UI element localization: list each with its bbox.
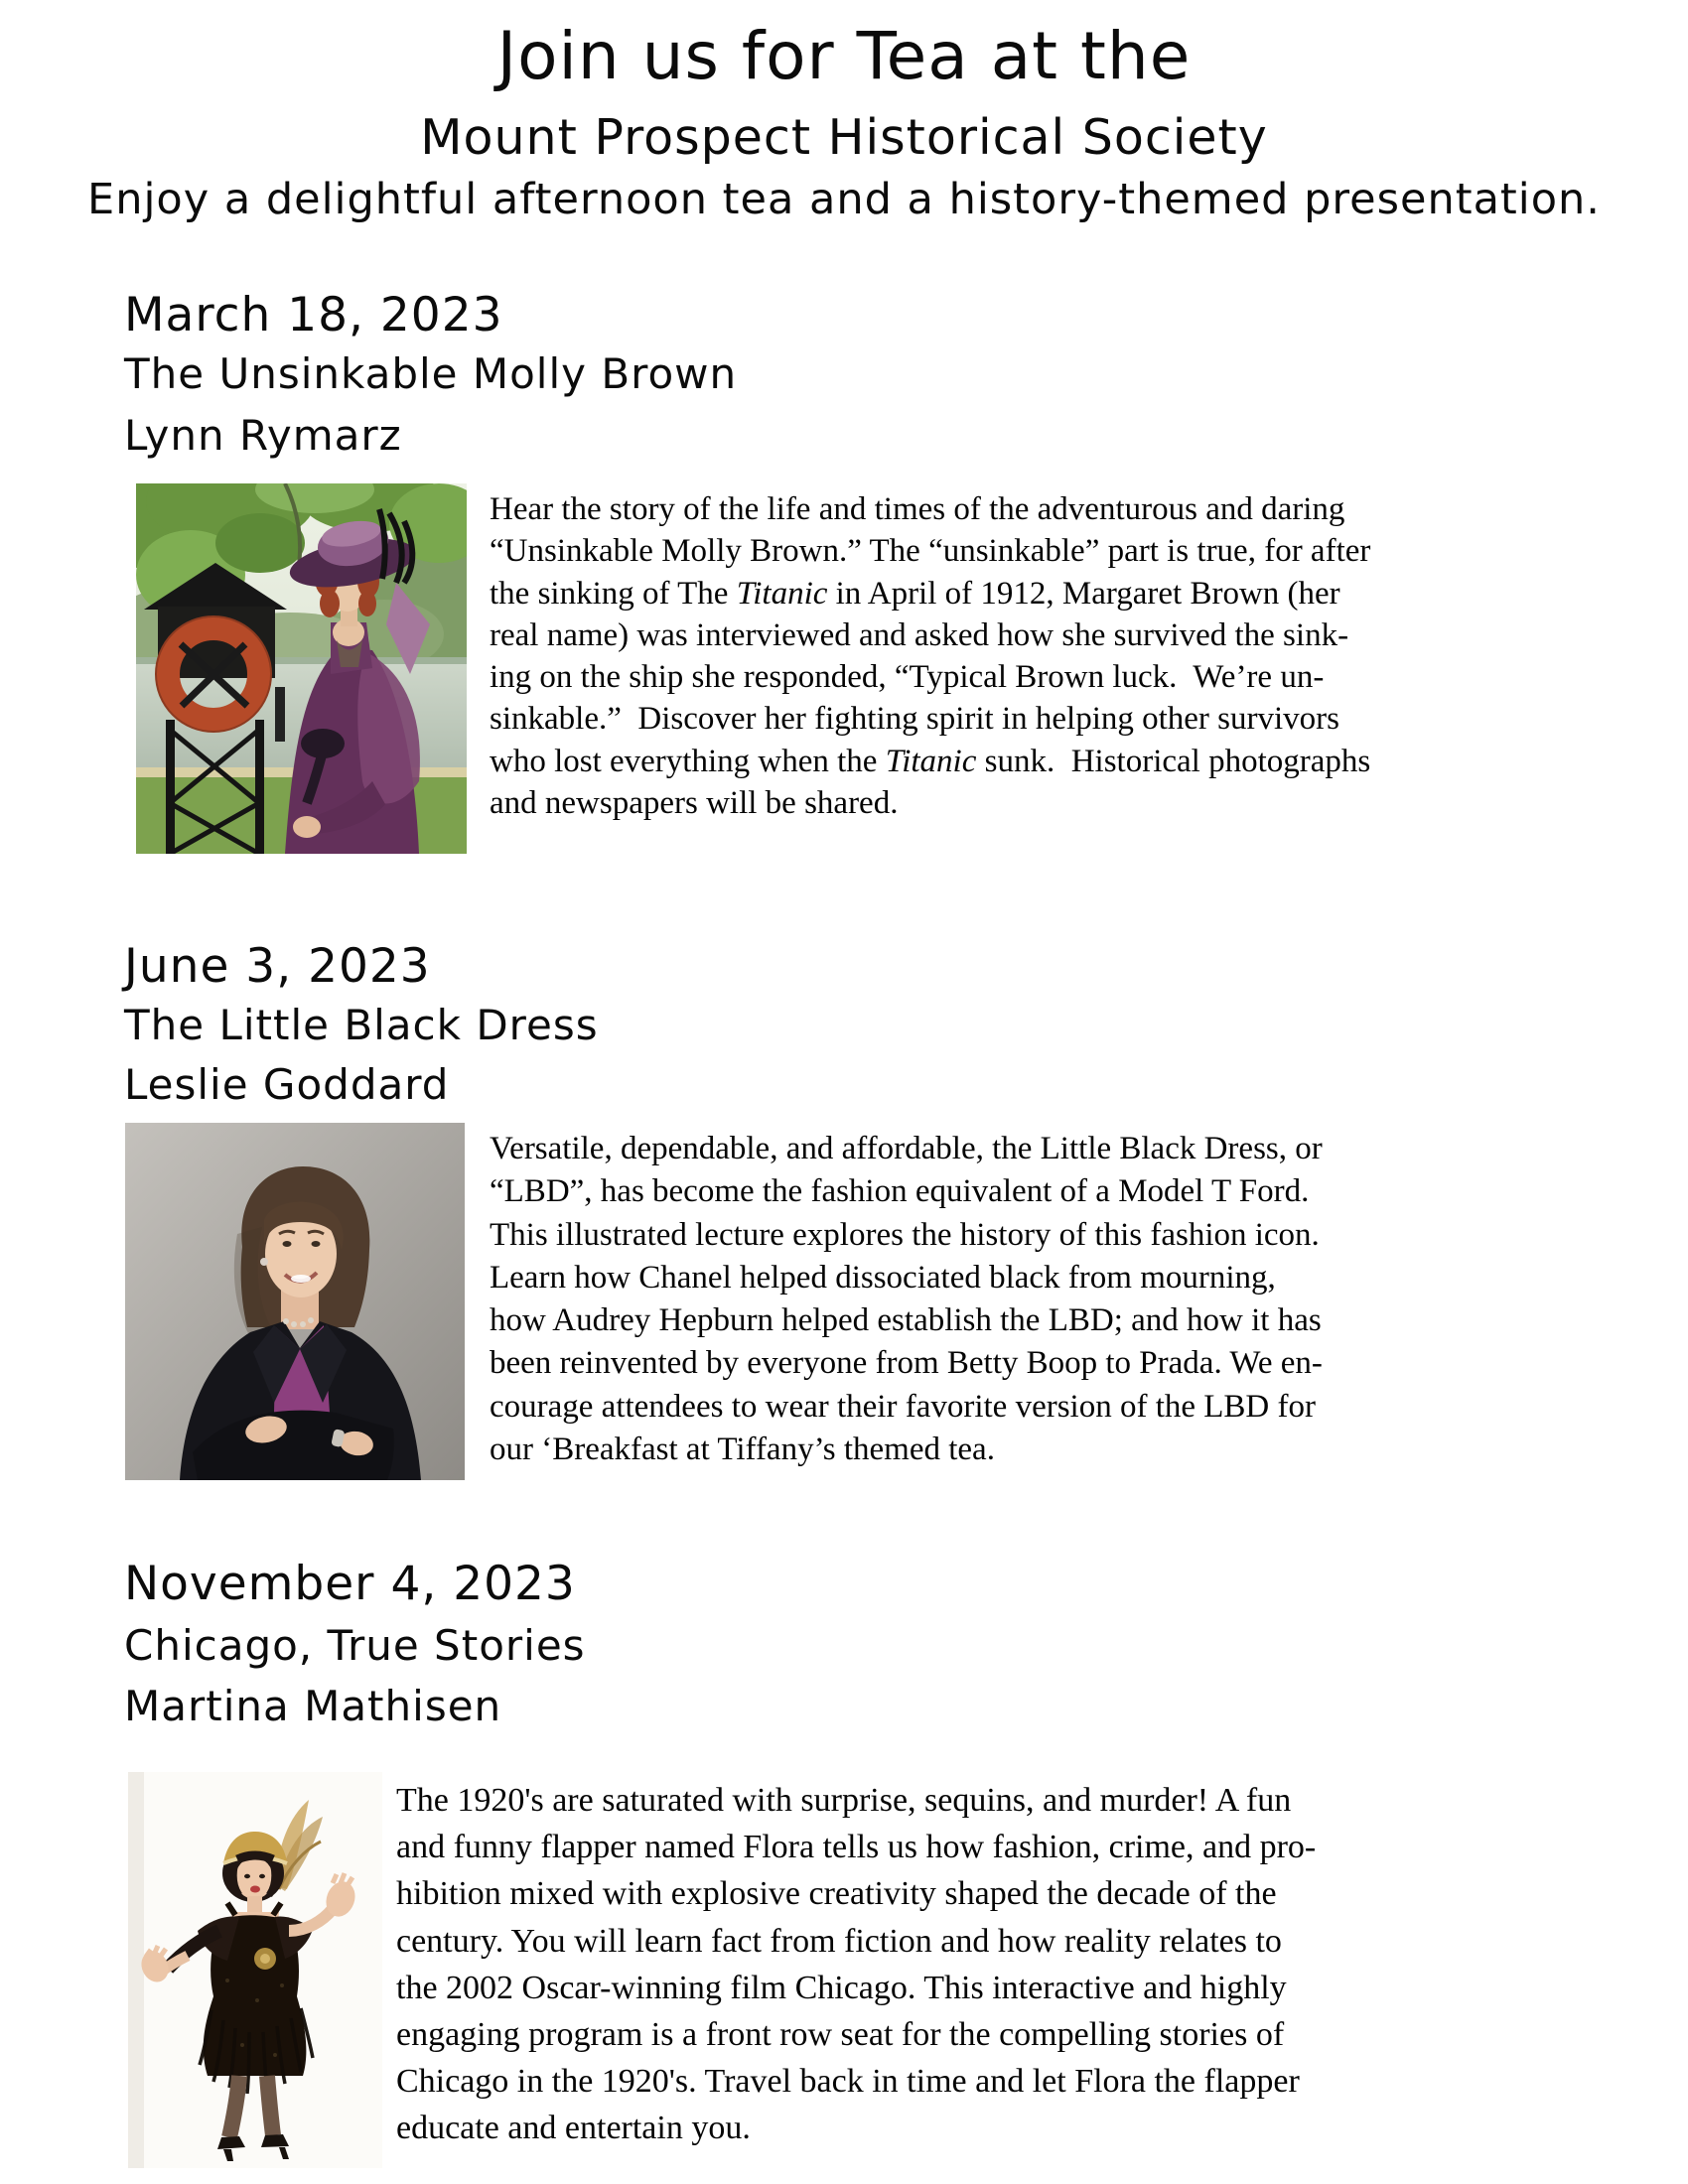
event-2-title: The Little Black Dress	[124, 1001, 599, 1049]
event-2-description: Versatile, dependable, and affordable, the Little Black Dress, or “LBD”, has become the fashion equivalent of a Model T Ford. This illustrated lecture explores the history of this fashion icon. Learn how Chanel helped dissociated black from mourning, how Audrey Hepburn helped establish the LBD; and how it has been reinvented by everyone from Betty Boop to Prada. We en- courage attendees to wear their favorite version of the LBD for our ‘Breakfast at Tiffany’s themed tea.	[490, 1131, 1323, 1468]
event-1-description: Hear the story of the life and times of the adventurous and daring “Unsinkable Molly Brown.” The “unsinkable” part is true, for after the sinking of The Titanic in April of 1912, Margaret Brown (her real name) was interviewed and asked how she survived the sink- ing on the ship she responded, “Typical Brown luck. We’re un- sinkable.” Discover her fighting spirit in helping other survivors who lost everything when the Titanic sunk. Historical photographs and newspapers will be shared.	[490, 491, 1371, 822]
event-1-title: The Unsinkable Molly Brown	[124, 349, 738, 398]
event-3-description: The 1920's are saturated with surprise, sequins, and murder! A fun and funny flapper named Flora tells us how fashion, crime, and pro- hibition mixed with explosive creativity shaped the decade of the century. You will learn fact from fiction and how reality relates to the 2002 Oscar-winning film Chicago. This interactive and highly engaging program is a front row seat for the compelling stories of Chicago in the 1920's. Travel back in time and let Flora the flapper educate and entertain you.	[396, 1782, 1317, 2147]
event-3-speaker-photo	[128, 1772, 382, 2168]
molly-brown-lake-photo	[136, 483, 467, 854]
event-1-speaker: Lynn Rymarz	[124, 411, 402, 460]
event-1-date: March 18, 2023	[124, 288, 503, 342]
event-2-date: June 3, 2023	[124, 939, 431, 994]
event-3-title: Chicago, True Stories	[124, 1621, 586, 1670]
leslie-goddard-portrait-photo	[125, 1123, 465, 1480]
flapper-flora-photo	[128, 1772, 382, 2168]
organization-name: Mount Prospect Historical Society	[420, 109, 1268, 166]
event-2-speaker-photo	[125, 1123, 465, 1480]
event-3-date: November 4, 2023	[124, 1557, 576, 1611]
event-1-speaker-photo	[136, 483, 467, 854]
flyer-subtitle: Enjoy a delightful afternoon tea and a history-themed presentation.	[87, 175, 1601, 224]
event-2-speaker: Leslie Goddard	[124, 1060, 450, 1109]
event-3-speaker: Martina Mathisen	[124, 1682, 502, 1730]
flyer-title: Join us for Tea at the	[496, 18, 1192, 94]
